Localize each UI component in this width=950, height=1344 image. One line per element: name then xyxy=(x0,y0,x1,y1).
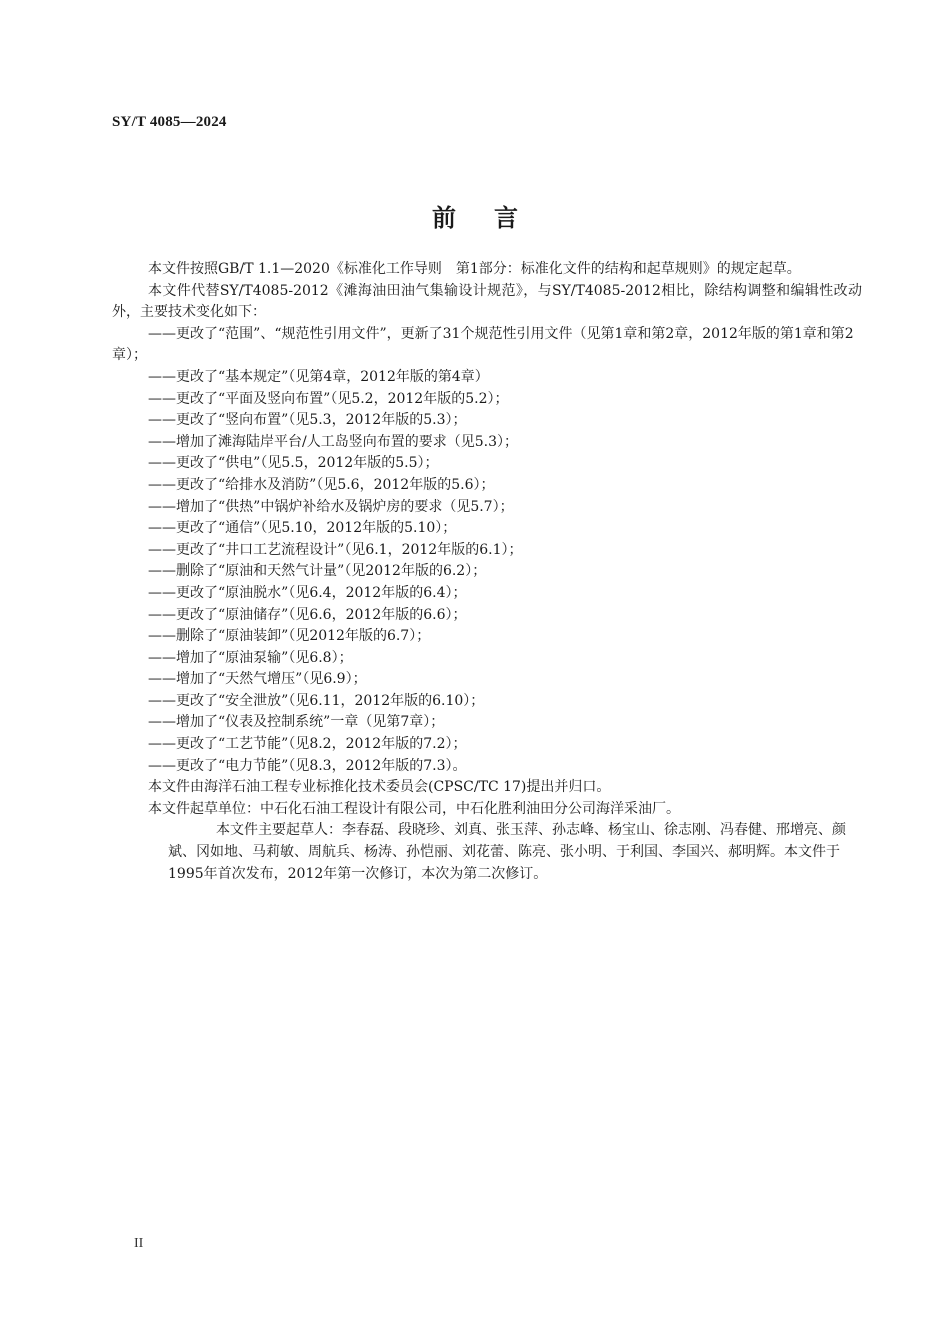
change-item: ——更改了“竖向布置”（见5.3，2012年版的5.3）； xyxy=(148,412,467,429)
change-item: ——增加了“天然气增压”（见6.9）； xyxy=(148,671,367,688)
change-item: ——更改了“井口工艺流程设计”（见6.1，2012年版的6.1）； xyxy=(148,541,523,558)
change-item: ——删除了“原油装卸”（见2012年版的6.7）； xyxy=(148,628,431,645)
change-item: ——更改了“供电”（见5.5，2012年版的5.5）； xyxy=(148,455,439,472)
change-item: ——更改了“范围”、“规范性引用文件”，更新了31个规范性引用文件（见第1章和第2章，2012年版的第1章和第2章）； xyxy=(112,325,854,364)
change-item: ——增加了“仪表及控制系统”一章（见第7章）； xyxy=(148,714,445,731)
change-item: ——更改了“原油脱水”（见6.4，2012年版的6.4）； xyxy=(148,584,467,601)
change-item: ——更改了“安全泄放”（见6.11，2012年版的6.10）； xyxy=(148,692,485,709)
change-item: ——更改了“基本规定”（见第4章，2012年版的第4章） xyxy=(148,368,489,385)
document-code: SY/T 4085—2024 xyxy=(112,114,227,130)
page-title: 前言 xyxy=(432,204,556,232)
paragraph-replacement: 本文件代替SY/T4085-2012《滩海油田油气集输设计规范》，与SY/T4085-2012相比，除结构调整和编辑性改动外，主要技术变化如下： xyxy=(112,282,862,321)
change-item: ——删除了“原油和天然气计量”（见2012年版的6.2）； xyxy=(148,563,487,580)
paragraph-drafting-rules: 本文件按照GB/T 1.1—2020《标准化工作导则 第1部分：标准化文件的结构和起草规则》的规定起草。 xyxy=(148,261,801,277)
change-item: ——更改了“电力节能”（见8.3，2012年版的7.3）。 xyxy=(148,757,467,774)
paragraph-proposer: 本文件由海洋石油工程专业标推化技术委员会(CPSC/TC 17)提出并归口。 xyxy=(148,779,611,796)
paragraph-drafting-units: 本文件起草单位：中石化石油工程设计有限公司，中石化胜利油田分公司海洋采油厂。 xyxy=(148,800,680,817)
change-item: ——更改了“给排水及消防”（见5.6，2012年版的5.6）； xyxy=(148,476,495,493)
change-item: ——更改了“通信”（见5.10，2012年版的5.10）； xyxy=(148,520,457,537)
change-item: ——更改了“工艺节能”（见8.2，2012年版的7.2）； xyxy=(148,736,467,753)
page-number: II xyxy=(134,1236,144,1251)
change-item: ——增加了滩海陆岸平台/人工岛竖向布置的要求（见5.3）； xyxy=(148,433,518,450)
change-item: ——更改了“原油储存”（见6.6，2012年版的6.6）； xyxy=(148,606,467,623)
paragraph-drafters: 本文件主要起草人：李春磊、段晓珍、刘真、张玉萍、孙志峰、杨宝山、徐志刚、冯春健、邢增亮、颜斌、冈如地、马莉敏、周航兵、杨涛、孙恺丽、刘花蕾、陈亮、张小明、于利国、李国兴、郝明辉。本文件于1995年首次发布，2012年第一次修订，本次为第二次修订。 xyxy=(168,822,846,882)
preface-body xyxy=(112,259,862,885)
change-item: ——更改了“平面及竖向布置”（见5.2，2012年版的5.2）； xyxy=(148,390,509,407)
change-item: ——增加了“原油泵输”（见6.8）； xyxy=(148,649,353,666)
change-item: ——增加了“供热”中锅炉补给水及锅炉房的要求（见5.7）； xyxy=(148,498,514,515)
